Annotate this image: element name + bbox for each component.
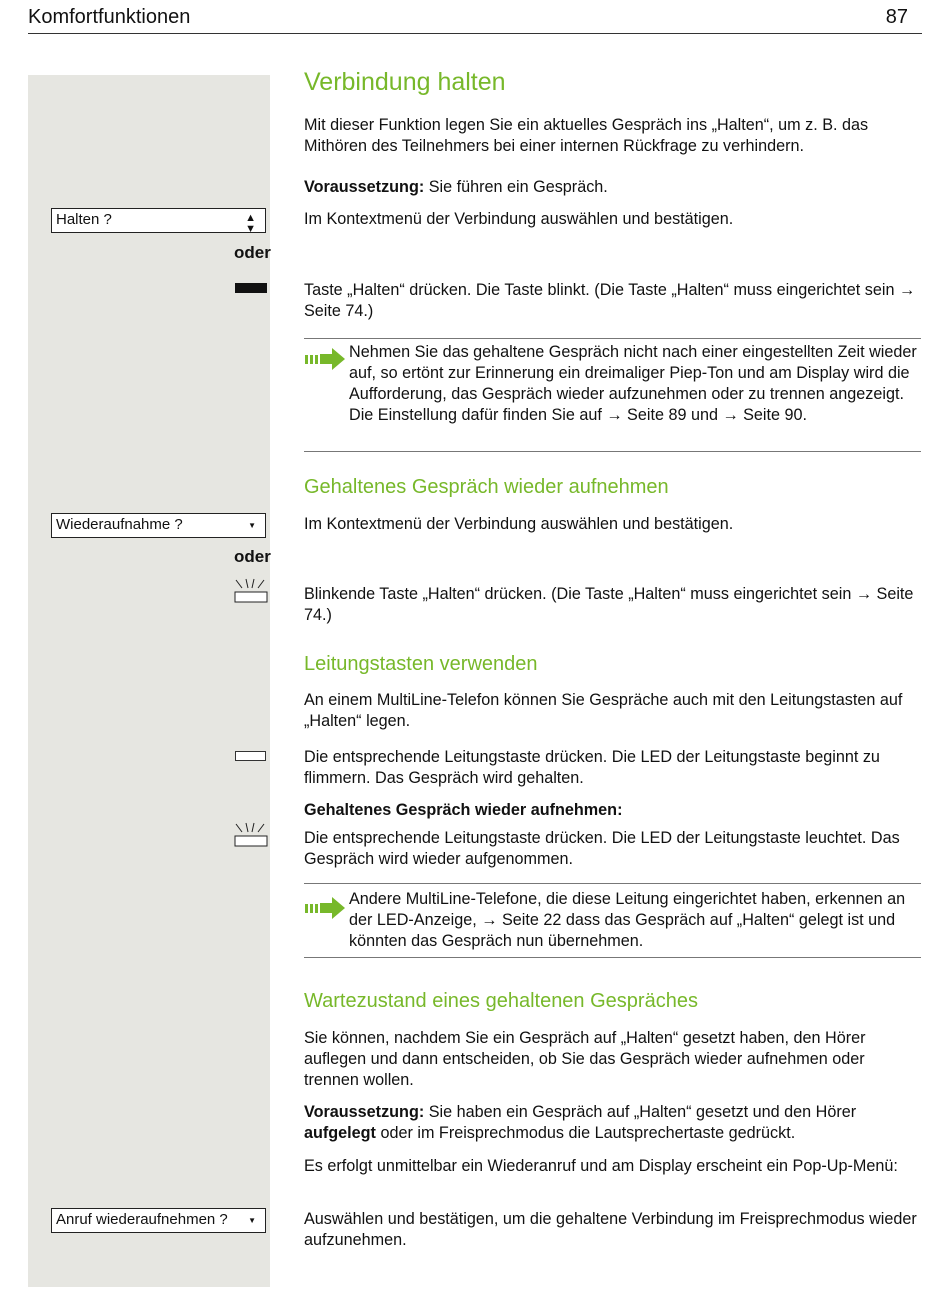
menu-item-halten[interactable] <box>51 208 266 233</box>
section-title-verbindung-halten: Verbindung halten <box>304 68 506 96</box>
menu-item-label: Wiederaufnahme ? <box>56 516 183 533</box>
note-text: Nehmen Sie das gehaltene Gespräch nicht nach einer eingestellten Zeit wieder auf, so ertönt zur Erinnerung ein dreimaliger Piep-Ton und am Display wird die Aufforderung, das Gespräch wieder aufzunehmen oder zu trennen angezeigt. Die Einstellung dafür finden Sie auf → Seite 89 und → Seite 90. <box>349 343 917 424</box>
down-arrow-icon: ▼ <box>248 1216 256 1225</box>
step-press-line-key: Die entsprechende Leitungstaste drücken. Die LED der Leitungstaste beginnt zu flimmern. Das Gespräch wird gehalten. <box>304 748 880 787</box>
header-divider <box>28 33 922 34</box>
menu-item-wiederaufnahme[interactable] <box>51 513 266 538</box>
step-resume-line-key: Die entsprechende Leitungstaste drücken. Die LED der Leitungstaste leuchtet. Das Gespräch wird wieder aufgenommen. <box>304 829 900 868</box>
halten-key-icon <box>235 283 267 293</box>
intro-paragraph: Sie können, nachdem Sie ein Gespräch auf „Halten“ gesetzt haben, den Hörer auflegen und dann entscheiden, ob Sie das Gespräch wieder aufnehmen oder trennen wollen. <box>304 1029 866 1089</box>
menu-item-anruf-wiederaufnehmen[interactable] <box>51 1208 266 1233</box>
note-text: Andere MultiLine-Telefone, die diese Leitung eingerichtet haben, erkennen an der LED-Anzeige, → Seite 22 dass das Gespräch auf „Halten“ gelegt ist und könnten das Gespräch nun übernehmen. <box>349 890 906 950</box>
step-press-blinking-key: Blinkende Taste „Halten“ drücken. (Die Taste „Halten“ muss eingerichtet sein → Seite 74.) <box>304 585 914 624</box>
note-arrow-icon <box>304 896 346 920</box>
section-title-wieder-aufnehmen: Gehaltenes Gespräch wieder aufnehmen <box>304 476 669 498</box>
prerequisite: Voraussetzung: Sie haben ein Gespräch auf „Halten“ gesetzt und den Hörer aufgelegt oder im Freisprechmodus die Lautsprechertaste gedrückt. <box>304 1103 857 1142</box>
intro-paragraph: Mit dieser Funktion legen Sie ein aktuelles Gespräch ins „Halten“, um z. B. das Mithören des Teilnehmers bei einer internen Rückfrage zu verhindern. <box>304 116 869 155</box>
intro-paragraph: An einem MultiLine-Telefon können Sie Gespräche auch mit den Leitungstasten auf „Halten“ legen. <box>304 691 903 730</box>
paragraph-popup: Es erfolgt unmittelbar ein Wiederanruf und am Display erscheint ein Pop-Up-Menü: <box>304 1157 898 1175</box>
step-context-menu: Im Kontextmenü der Verbindung auswählen und bestätigen. <box>304 515 734 533</box>
oder-label: oder <box>234 243 271 262</box>
note-arrow-icon <box>304 347 346 371</box>
menu-item-label: Anruf wiederaufnehmen ? <box>56 1211 228 1228</box>
section-title-leitungstasten: Leitungstasten verwenden <box>304 653 538 675</box>
prerequisite: Voraussetzung: Sie führen ein Gespräch. <box>304 178 608 196</box>
blinking-line-key-icon <box>234 822 268 848</box>
step-context-menu: Im Kontextmenü der Verbindung auswählen und bestätigen. <box>304 210 734 228</box>
note-box <box>304 883 921 958</box>
menu-item-label: Halten ? <box>56 211 112 228</box>
line-key-icon <box>235 751 266 761</box>
section-title-wartezustand: Wartezustand eines gehaltenen Gespräches <box>304 990 698 1012</box>
up-down-arrow-icon: ▲ ▼ <box>245 212 256 235</box>
page-number: 87 <box>885 6 908 28</box>
oder-label: oder <box>234 547 271 566</box>
note-box <box>304 338 921 452</box>
sub-heading: Gehaltenes Gespräch wieder aufnehmen: <box>304 801 623 819</box>
running-header: Komfortfunktionen <box>28 6 191 28</box>
blinking-key-icon <box>234 578 268 604</box>
step-select-confirm: Auswählen und bestätigen, um die gehaltene Verbindung im Freisprechmodus wieder aufzunehmen. <box>304 1210 917 1249</box>
step-press-key: Taste „Halten“ drücken. Die Taste blinkt. (Die Taste „Halten“ muss eingerichtet sein → Seite 74.) <box>304 281 916 320</box>
down-arrow-icon: ▼ <box>248 521 256 530</box>
